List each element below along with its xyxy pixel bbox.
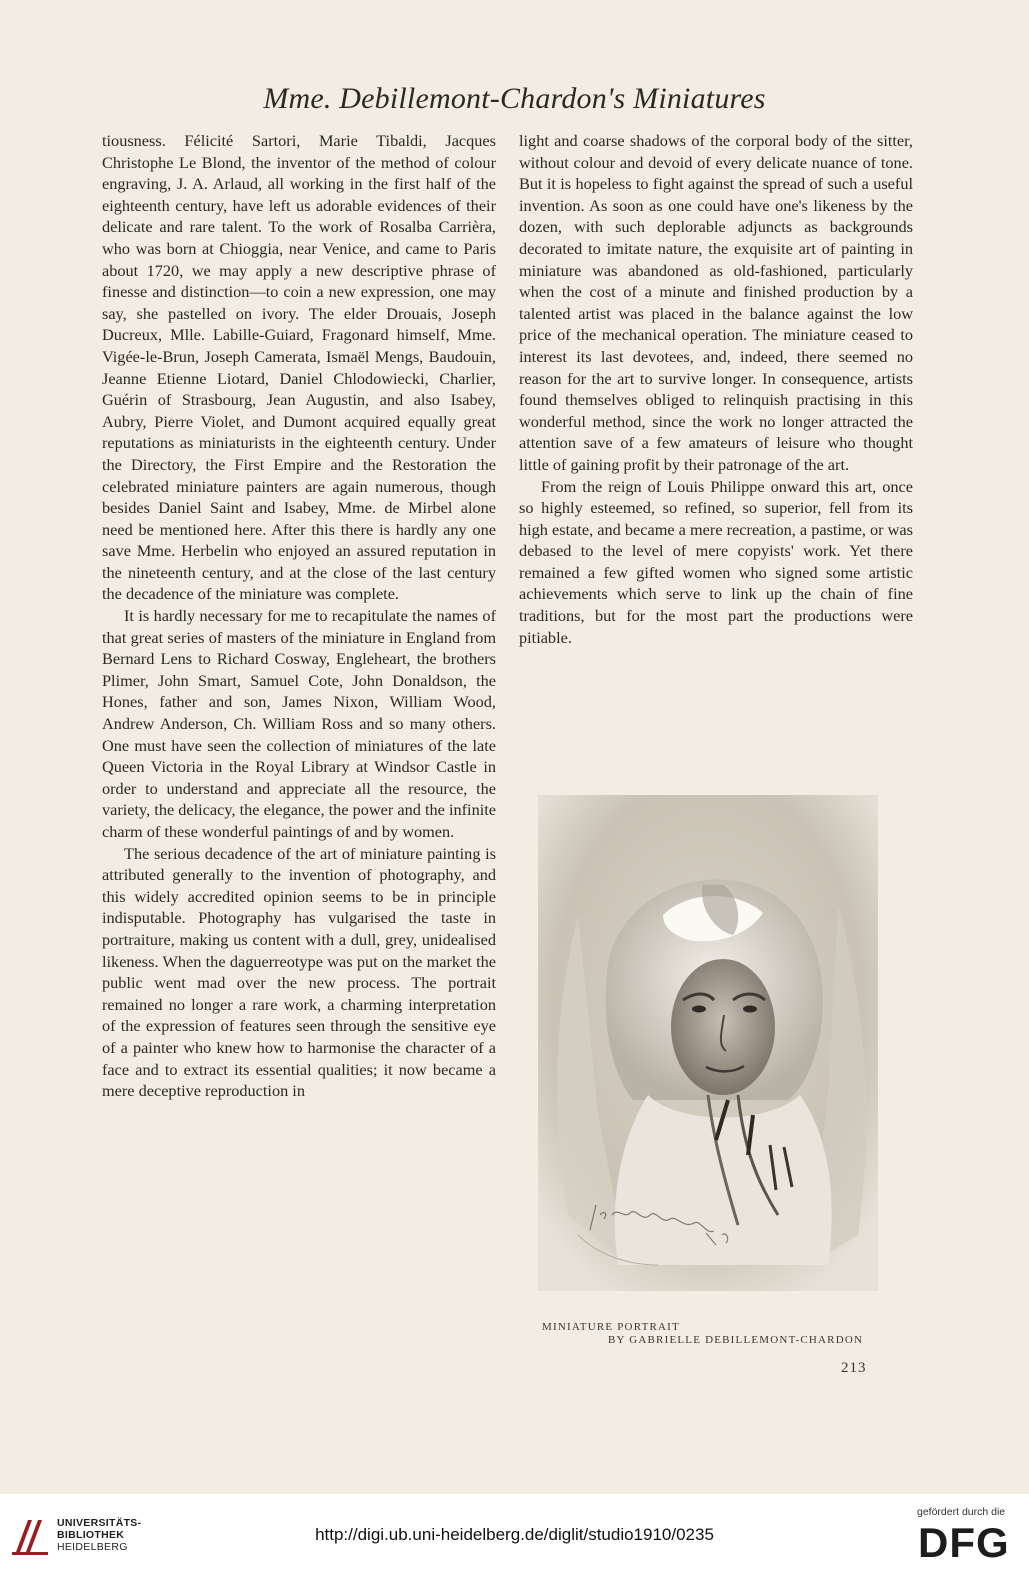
right-column — [519, 130, 913, 648]
plate-caption-title: MINIATURE PORTRAIT — [542, 1321, 680, 1333]
digitization-footer — [0, 1494, 1029, 1577]
library-name-line: BIBLIOTHEK — [57, 1529, 125, 1541]
library-name-line: HEIDELBERG — [57, 1541, 128, 1553]
funded-by-label: gefördert durch die — [917, 1506, 1006, 1518]
paragraph: The serious decadence of the art of miniature painting is attributed generally to the invention of photography, and this widely accredited opinion seems to be in principle indisputable. Photography has vulgarised the taste in portraiture, making us content with a dull, grey, unidealised likeness. When the daguerreotype was put on the market the public went mad over the new process. The portrait remained no longer a rare work, a charming interpretation of the expression of features seen through the sensitive eye of a painter who knew how to harmonise the character of a face and to extract its essential qualities; it now became a mere deceptive reproduction in — [102, 843, 496, 1101]
paragraph: It is hardly necessary for me to recapitulate the names of that great series of masters of the miniature in England from Bernard Lens to Richard Cosway, Engleheart, the brothers Plimer, John Smart, Samuel Cote, John Donaldson, the Hones, father and son, James Nixon, William Wood, Andrew Anderson, Ch. William Ross and so many others. One must have seen the collection of miniatures of the late Queen Victoria in the Royal Library at Windsor Castle in order to understand and appreciate all the resource, the variety, the delicacy, the elegance, the power and the infinite charm of these wonderful paintings of and by women. — [102, 606, 496, 841]
miniature-portrait-plate — [538, 795, 878, 1291]
paragraph: light and coarse shadows of the corporal body of the sitter, without colour and devoid of every delicate nuance of tone. But it is hopeless to fight against the spread of such a useful invention. As soon as one could have one's likeness by the dozen, with such deplorable adjuncts as backgrounds decorated to imitate nature, the exquisite art of painting in miniature was abandoned as old-fashioned, particularly when the cost of a minute and finished production by a talented artist was placed in the balance against the low price of the mechanical operation. The miniature ceased to interest its last devotees, and, indeed, there seemed no reason for the art to survive longer. In consequence, artists found themselves obliged to relinquish practising in this wonderful method, since the work no longer attracted the attention save of a few amateurs of leisure who thought little of gaining profit by their patronage of the art. — [519, 131, 913, 474]
paragraph: tiousness. Félicité Sartori, Marie Tibaldi, Jacques Christophe Le Blond, the inventor of the method of colour engraving, J. A. Arlaud, all working in the first half of the eighteenth century, have left us adorable evidences of their delicate and rare talent. To the work of Rosalba Carrièra, who was born at Chioggia, near Venice, and came to Paris about 1720, we may apply a new descriptive phrase of finesse and distinction—to coin a new expression, one may say, she pastelled on ivory. The elder Drouais, Joseph Ducreux, Mlle. Labille-Guiard, Fragonard himself, Mme. Vigée-le-Brun, Joseph Camerata, Ismaël Mengs, Baudouin, Jeanne Etienne Liotard, Daniel Chlodowiecki, Charlier, Guérin of Strasbourg, Jean Augustin, and also Isabey, Aubry, Pierre Violet, and Dumont acquired equally great reputations as miniaturists in the eighteenth century. Under the Directory, the First Empire and the Restoration the celebrated miniature painters are again numerous, though besides Daniel Saint and Isabey, Mme. de Mirbel alone need be mentioned here. After this there is hardly any one save Mme. Herbelin who enjoyed an assured reputation in the nineteenth century, and at the close of the last century the decadence of the miniature was complete. — [102, 131, 496, 604]
plate-caption-artist: BY GABRIELLE DEBILLEMONT-CHARDON — [608, 1334, 864, 1346]
dfg-logo: DFG — [918, 1519, 1010, 1566]
running-title: Mme. Debillemont-Chardon's Miniatures — [263, 82, 766, 115]
permalink-url[interactable]: http://digi.ub.uni-heidelberg.de/diglit/studio1910/0235 — [315, 1525, 714, 1544]
portrait-image — [538, 795, 878, 1291]
paragraph: From the reign of Louis Philippe onward this art, once so highly esteemed, so refined, so superior, fell from its high estate, and became a mere recreation, a pastime, or was debased to the level of mere copyists' work. Yet there remained a few gifted women who signed some artistic achievements which serve to link up the chain of fine traditions, but for the most part the productions were pitiable. — [519, 476, 913, 647]
library-name-line: UNIVERSITÄTS- — [57, 1517, 142, 1529]
page-number: 213 — [841, 1360, 867, 1376]
left-column — [102, 130, 496, 1102]
